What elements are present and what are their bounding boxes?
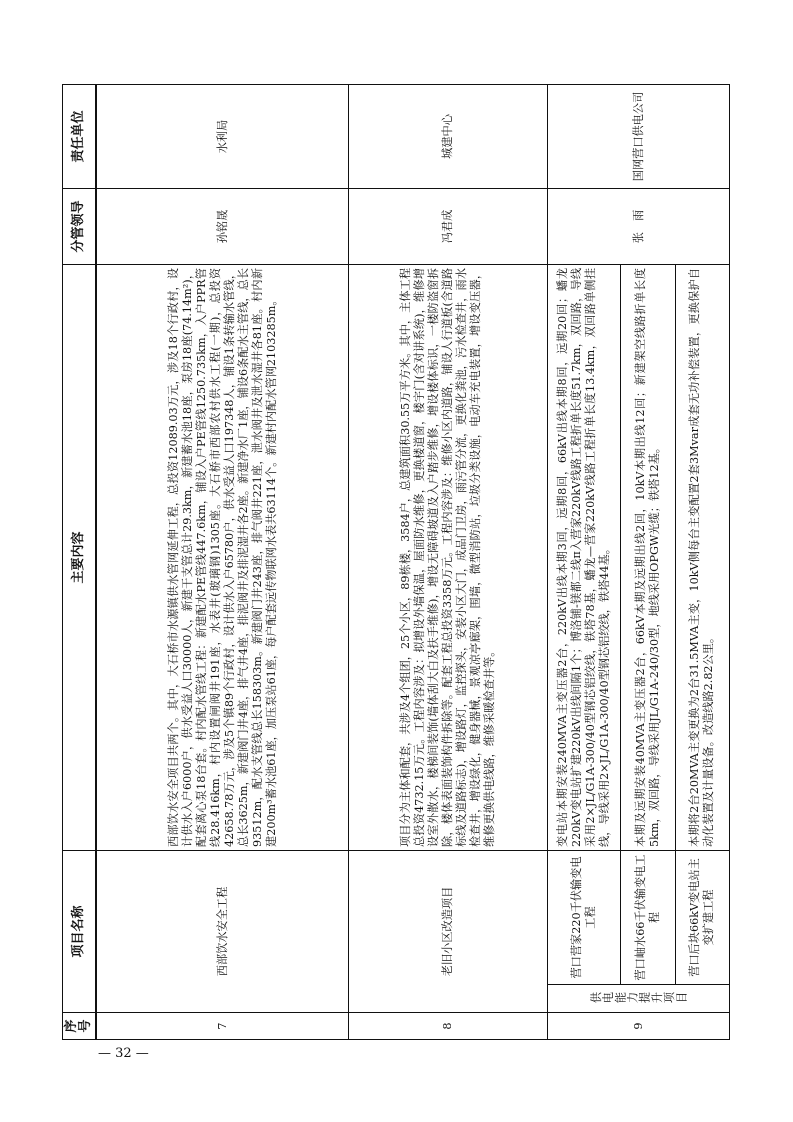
header-leader: 分管领导 [63, 188, 97, 264]
table-row [96, 84, 348, 1039]
group-seq: 9 [548, 1013, 730, 1040]
row-seq: 7 [96, 1013, 348, 1040]
row-name: 营口营家220千伏输变电工程 [548, 850, 621, 984]
header-unit: 责任单位 [63, 84, 97, 188]
group-category [548, 985, 730, 1013]
row-content: 变电站本期安装240MVA主变压器2台，220kV出线本期3回，远期8回，66kV出线本期8回，远期20回；蟠龙220kV变电站扩建220kV出线间隔1个；博洛铺-镁都二线π入营家220kV线路工程折单长度51.7km，双回路，导线采用2×JL/G1A-300/40型钢芯铝绞线，铁塔78基，蟠龙—营家220kV线路工程折单长度13.4km，双回路单侧挂线，导线采用2×JL/G1A-300/40型钢芯铝绞线，铁塔44基。 [548, 264, 621, 850]
row-content: 西部饮水安全项目共两个。其中，大石桥市水源镇供水管网延伸工程，总投资12089.03万元，涉及18个行政村，设计供水入户6000户，供水受益人口30000人，新建干支管总计29.3km，新建蓄水池18座，泵房18座(74.14m²)，配套离心泵18台套。村内配水管线工程：新建配水PE管线447.6km，铺设入户PE管线1250.735km，入户PPR管线28.416km，村内设置闸阀井191座，水表井(玻璃钢)1305座。大石桥市西部农村供水工程(一期)，总投资42658.78万元，涉及5个镇89个行政村，设计供水入户65780户，供水受益人口197348人，铺设1条转输水管线，总长3625m，新建阀门井4座，排气井4座，排泥阀井及排泥湿井各2座。新建净水厂1座，铺设6条配水主管线，总长93512m，配水支管线总长158303m。新建阀门井243座，排气阀井221座，泄水阀井及泄水湿井各81座。村内新建200m³蓄水池61座，加压泵站61座，每户配套远传物联网水表共63114个。新建村内配水管网2103285m。 [96, 264, 348, 850]
page-number: — 32 — [98, 1046, 149, 1061]
row-content: 本期将2台20MVA主变更换为2台31.5MVA主变，10kV侧每台主变配置2套3Mvar成套无功补偿装置，更换保护自动化装置及计量设备。改造线路2.82公里。 [675, 264, 729, 850]
table-row [548, 84, 621, 1039]
row-seq: 8 [348, 1013, 548, 1040]
rotated-page-frame [62, 85, 730, 1040]
row-leader: 孙铭晟 [96, 188, 348, 264]
row-name: 营口岫水66千伏输变电工程 [621, 850, 675, 984]
row-name: 营口后块66kV变电站主变扩建工程 [675, 850, 729, 984]
landscape-table-container [62, 85, 730, 1040]
row-content: 本期及远期安装40MVA主变压器2台，66kV本期及远期出线2回，10kV本期出线12回；新建架空线路折单长度5km，双回路，导线采用JL/G1A-240/30型，地线采用OPGW光缆；铁塔12基。 [621, 264, 675, 850]
header-seq: 序号 [63, 1013, 97, 1040]
row-unit: 水利局 [96, 84, 348, 188]
header-name: 项目名称 [63, 850, 97, 1012]
row-name: 西部饮水安全工程 [96, 850, 348, 1012]
group-leader: 张 雨 [548, 188, 730, 264]
group-unit: 国网营口供电公司 [548, 84, 730, 188]
header-content: 主要内容 [63, 264, 97, 850]
row-name: 老旧小区改造项目 [348, 850, 548, 1012]
table-row [348, 84, 548, 1039]
row-content: 项目分为主体和配套，共涉及4个组团，25个小区，89栋楼，3584户，总建筑面积30.55万平方米。其中，主体工程总投资4732.15万元。工程内容涉及：拟增设外墙保温，屋面防水维修，更换楼道窗，楼宇门(含对讲系统)，维修增设室外散水，楼梯间装饰(墙体刮大白及扶手维修)，增设无障碍坡道及入户踏步维修，增设楼体标识，一楼防盗窗拆除，楼体表面装饰构件拆除等。配套工程总投资3358万元。工程内容涉及：维修小区内道路，铺设人行道板(含道路标线及道路标志)，增设路灯，监控探头，安装小区大门，成品门卫房，雨污管分流，更换化粪池，污水检查井，雨水检查井，增设绿化，健身器械，景观凉亭廊架，围墙，微型消防站，垃圾分类设施，电动车充电装置，增设变压器，维修更换供电线路，维修采暖检查井等。 [348, 264, 548, 850]
group-category-label: 供电能力提升项目 [589, 991, 688, 1005]
project-table [62, 84, 730, 1040]
row-leader: 冯君成 [348, 188, 548, 264]
table-header-row [63, 84, 97, 1039]
row-unit: 城建中心 [348, 84, 548, 188]
